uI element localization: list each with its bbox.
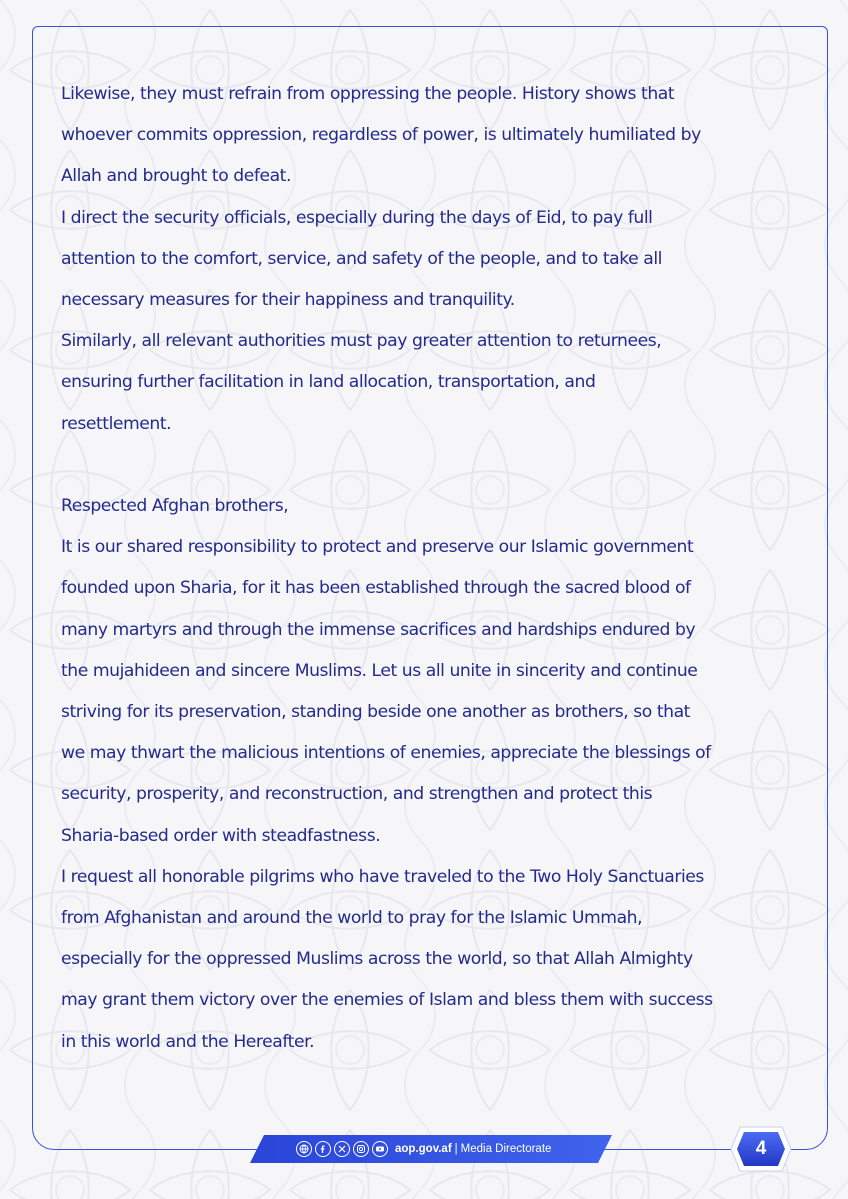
text-line: may grant them victory over the enemies of Islam and bless them with success [61,990,713,1011]
text-line: Likewise, they must refrain from oppressing the people. History shows that [61,84,675,104]
website-link[interactable]: aop.gov.af [395,1143,452,1155]
text-line: Allah and brought to defeat. [61,166,291,187]
text-line: especially for the oppressed Muslims across the world, so that Allah Almighty [61,949,693,970]
footer-bar [250,1135,612,1163]
text-line: I request all honorable pilgrims who have traveled to the Two Holy Sanctuaries [61,866,704,887]
document-body [61,74,811,1063]
social-icons [296,1141,388,1157]
text-line: ensuring further facilitation in land allocation, transportation, and [61,372,596,393]
text-line: I direct the security officials, especially during the days of Eid, to pay full [61,207,653,228]
footer-separator: | [454,1143,458,1155]
text-line: in this world and the Hereafter. [61,1031,315,1052]
text-line: many martyrs and through the immense sacrifices and hardships endured by [61,619,696,640]
text-line: from Afghanistan and around the world to pray for the Islamic Ummah, [61,908,643,929]
page-number: 4 [755,1138,767,1159]
text-line: Similarly, all relevant authorities must pay greater attention to returnees, [61,331,662,352]
text-line: Sharia-based order with steadfastness. [61,825,381,846]
text-line: resettlement. [61,413,172,434]
instagram-icon[interactable] [353,1141,369,1157]
x-icon[interactable] [334,1141,350,1157]
text-line: necessary measures for their happiness and tranquility. [61,290,515,311]
facebook-icon[interactable] [315,1141,331,1157]
text-line: founded upon Sharia, for it has been established through the sacred blood of [61,578,691,599]
text-line: security, prosperity, and reconstruction, and strengthen and protect this [61,784,653,805]
salutation: Respected Afghan brothers, [61,496,289,517]
globe-icon[interactable] [296,1141,312,1157]
text-line: whoever commits oppression, regardless of power, is ultimately humiliated by [61,125,701,146]
text-line: It is our shared responsibility to protect and preserve our Islamic government [61,537,694,558]
text-line: the mujahideen and sincere Muslims. Let us all unite in sincerity and continue [61,660,698,681]
page-number-badge [730,1124,792,1174]
paragraph-spacer [61,445,811,486]
footer-text [395,1141,551,1157]
text-line: we may thwart the malicious intentions of enemies, appreciate the blessings of [61,743,711,764]
text-line: striving for its preservation, standing beside one another as brothers, so that [61,702,690,723]
department-label: Media Directorate [460,1143,552,1155]
youtube-icon[interactable] [372,1141,388,1157]
text-line: attention to the comfort, service, and safety of the people, and to take all [61,248,662,269]
